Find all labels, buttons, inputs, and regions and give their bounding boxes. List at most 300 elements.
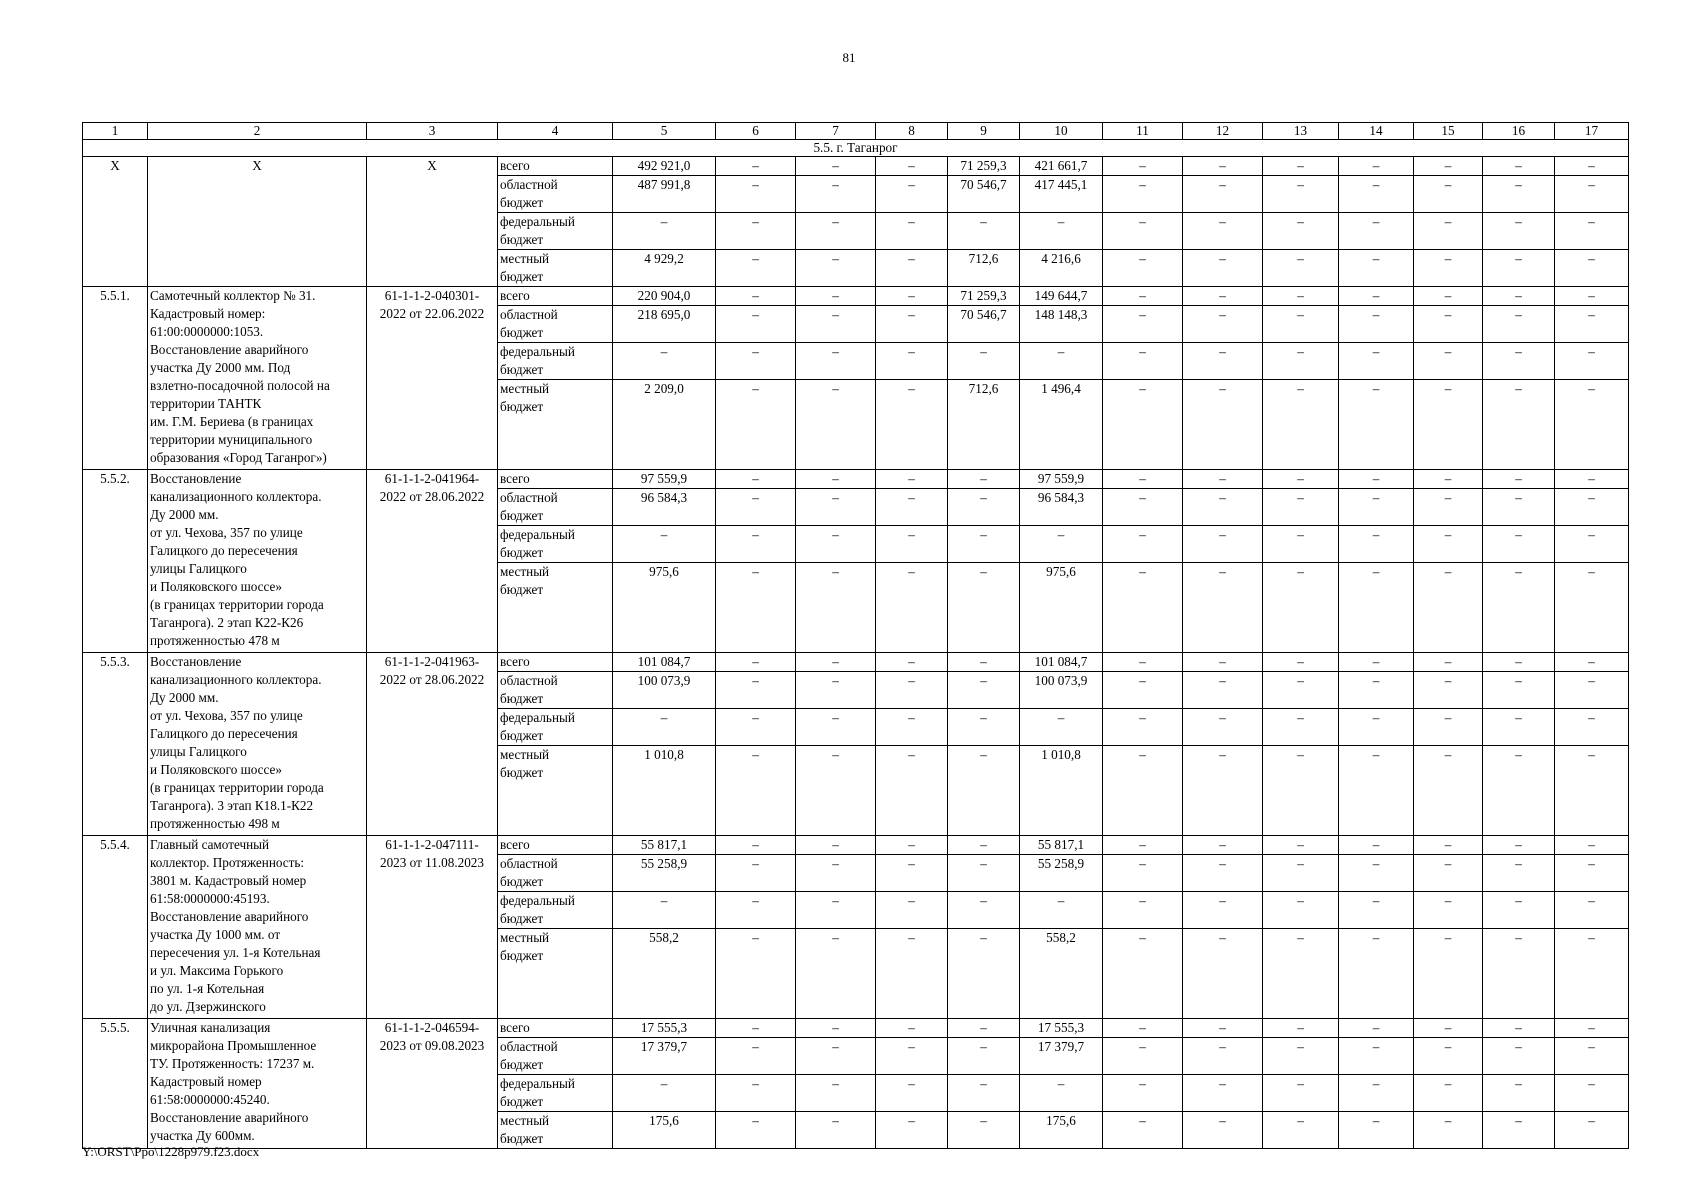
value-cell-col-9: 70 546,7: [948, 176, 1020, 213]
value-cell-col-12: –: [1183, 250, 1263, 287]
funding-source: [498, 746, 613, 836]
value-cell-col-17: –: [1555, 250, 1629, 287]
value-cell-col-9: –: [948, 746, 1020, 836]
value-cell-col-9: 712,6: [948, 250, 1020, 287]
funding-source: [498, 892, 613, 929]
value-cell-col-9: –: [948, 1112, 1020, 1149]
column-number: 14: [1339, 123, 1414, 140]
value-cell-col-10: –: [1020, 526, 1103, 563]
value-cell-col-6: –: [716, 343, 796, 380]
item-document-line: Х: [427, 158, 437, 173]
column-number: 12: [1183, 123, 1263, 140]
value-cell-col-5: 975,6: [613, 563, 716, 653]
value-cell-col-12: –: [1183, 709, 1263, 746]
value-cell-col-14: –: [1339, 157, 1414, 176]
value-cell-col-14: –: [1339, 343, 1414, 380]
value-cell-col-12: –: [1183, 1038, 1263, 1075]
value-cell-col-9: –: [948, 1075, 1020, 1112]
value-cell-col-6: –: [716, 929, 796, 1019]
funding-source-line: местный: [500, 251, 550, 266]
funding-source-line: федеральный: [500, 344, 575, 359]
value-cell-col-14: –: [1339, 709, 1414, 746]
value-cell-col-11: –: [1103, 306, 1183, 343]
value-cell-col-13: –: [1263, 746, 1339, 836]
item-name-line: (в границах территории города: [150, 597, 324, 612]
item-name-line: Таганрога). 3 этап К18.1-К22: [150, 798, 314, 813]
value-cell-col-17: –: [1555, 526, 1629, 563]
funding-source-line: бюджет: [500, 1131, 544, 1146]
value-cell-col-16: –: [1483, 746, 1555, 836]
value-cell-col-8: –: [876, 672, 948, 709]
funding-source: [498, 1038, 613, 1075]
value-cell-col-16: –: [1483, 892, 1555, 929]
value-cell-col-15: –: [1414, 929, 1483, 1019]
value-cell-col-8: –: [876, 380, 948, 470]
funding-source-line: областной: [500, 177, 558, 192]
value-cell-col-5: 218 695,0: [613, 306, 716, 343]
value-cell-col-6: –: [716, 836, 796, 855]
funding-source-line: бюджет: [500, 1094, 544, 1109]
value-cell-col-11: –: [1103, 746, 1183, 836]
value-cell-col-6: –: [716, 213, 796, 250]
value-cell-col-9: –: [948, 892, 1020, 929]
item-name-line: протяженностью 498 м: [150, 816, 280, 831]
value-cell-col-10: 55 258,9: [1020, 855, 1103, 892]
value-cell-col-6: –: [716, 380, 796, 470]
value-cell-col-7: –: [796, 746, 876, 836]
value-cell-col-14: –: [1339, 213, 1414, 250]
funding-source-line: всего: [500, 654, 530, 669]
value-cell-col-12: –: [1183, 380, 1263, 470]
value-cell-col-5: 558,2: [613, 929, 716, 1019]
value-cell-col-6: –: [716, 653, 796, 672]
value-cell-col-8: –: [876, 855, 948, 892]
value-cell-col-6: –: [716, 489, 796, 526]
value-cell-col-17: –: [1555, 470, 1629, 489]
item-name-line: Главный самотечный: [150, 837, 270, 852]
value-cell-col-5: –: [613, 213, 716, 250]
value-cell-col-14: –: [1339, 287, 1414, 306]
value-cell-col-13: –: [1263, 855, 1339, 892]
value-cell-col-8: –: [876, 489, 948, 526]
value-cell-col-17: –: [1555, 929, 1629, 1019]
funding-source-line: областной: [500, 673, 558, 688]
value-cell-col-16: –: [1483, 526, 1555, 563]
item-document-line: 2022 от 28.06.2022: [379, 672, 485, 687]
value-cell-col-5: –: [613, 1075, 716, 1112]
column-number: 16: [1483, 123, 1555, 140]
value-cell-col-10: 975,6: [1020, 563, 1103, 653]
funding-source-line: местный: [500, 1113, 550, 1128]
funding-source-line: всего: [500, 158, 530, 173]
value-cell-col-5: –: [613, 526, 716, 563]
value-cell-col-16: –: [1483, 470, 1555, 489]
value-cell-col-9: –: [948, 855, 1020, 892]
value-cell-col-17: –: [1555, 213, 1629, 250]
value-cell-col-7: –: [796, 1112, 876, 1149]
funding-source-line: федеральный: [500, 710, 575, 725]
value-cell-col-9: –: [948, 653, 1020, 672]
value-cell-col-10: 55 817,1: [1020, 836, 1103, 855]
value-cell-col-14: –: [1339, 1019, 1414, 1038]
value-cell-col-16: –: [1483, 836, 1555, 855]
value-cell-col-9: 70 546,7: [948, 306, 1020, 343]
item-number: Х: [83, 157, 148, 287]
value-cell-col-8: –: [876, 746, 948, 836]
value-cell-col-11: –: [1103, 892, 1183, 929]
value-cell-col-7: –: [796, 157, 876, 176]
item-name-line: Ду 2000 мм.: [150, 690, 219, 705]
value-cell-col-11: –: [1103, 489, 1183, 526]
value-cell-col-13: –: [1263, 653, 1339, 672]
value-cell-col-12: –: [1183, 836, 1263, 855]
item-document: [367, 470, 498, 653]
item-number: 5.5.1.: [83, 287, 148, 470]
value-cell-col-14: –: [1339, 176, 1414, 213]
value-cell-col-9: –: [948, 836, 1020, 855]
value-cell-col-8: –: [876, 213, 948, 250]
value-cell-col-14: –: [1339, 653, 1414, 672]
value-cell-col-10: 4 216,6: [1020, 250, 1103, 287]
budget-row: [83, 1019, 1629, 1038]
value-cell-col-14: –: [1339, 380, 1414, 470]
value-cell-col-8: –: [876, 1112, 948, 1149]
value-cell-col-9: –: [948, 470, 1020, 489]
item-document-line: 2022 от 22.06.2022: [379, 306, 485, 321]
funding-source-line: бюджет: [500, 1057, 544, 1072]
value-cell-col-13: –: [1263, 563, 1339, 653]
value-cell-col-13: –: [1263, 1075, 1339, 1112]
item-name-line: территории муниципального: [150, 432, 313, 447]
funding-source-line: бюджет: [500, 948, 544, 963]
item-document: [367, 287, 498, 470]
value-cell-col-10: 421 661,7: [1020, 157, 1103, 176]
funding-source-line: местный: [500, 564, 550, 579]
budget-row: [83, 287, 1629, 306]
value-cell-col-15: –: [1414, 836, 1483, 855]
value-cell-col-15: –: [1414, 250, 1483, 287]
section-title-row: [83, 140, 1629, 157]
value-cell-col-6: –: [716, 1019, 796, 1038]
item-name-line: 61:00:0000000:1053.: [150, 324, 264, 339]
funding-source: [498, 1112, 613, 1149]
value-cell-col-9: –: [948, 1019, 1020, 1038]
value-cell-col-5: 175,6: [613, 1112, 716, 1149]
value-cell-col-7: –: [796, 929, 876, 1019]
value-cell-col-6: –: [716, 1112, 796, 1149]
value-cell-col-7: –: [796, 1075, 876, 1112]
item-document-line: 2022 от 28.06.2022: [379, 489, 485, 504]
funding-source: [498, 1075, 613, 1112]
funding-source: [498, 709, 613, 746]
value-cell-col-5: –: [613, 709, 716, 746]
item-name-line: Восстановление: [150, 471, 242, 486]
value-cell-col-16: –: [1483, 563, 1555, 653]
value-cell-col-7: –: [796, 287, 876, 306]
column-number: 10: [1020, 123, 1103, 140]
value-cell-col-13: –: [1263, 526, 1339, 563]
funding-source: [498, 526, 613, 563]
value-cell-col-16: –: [1483, 653, 1555, 672]
funding-source: [498, 470, 613, 489]
value-cell-col-13: –: [1263, 892, 1339, 929]
column-number: 8: [876, 123, 948, 140]
value-cell-col-16: –: [1483, 213, 1555, 250]
funding-source-line: бюджет: [500, 399, 544, 414]
value-cell-col-6: –: [716, 250, 796, 287]
value-cell-col-7: –: [796, 526, 876, 563]
value-cell-col-12: –: [1183, 929, 1263, 1019]
item-name-line: и ул. Максима Горького: [150, 963, 284, 978]
funding-source: [498, 343, 613, 380]
value-cell-col-10: 101 084,7: [1020, 653, 1103, 672]
funding-source: [498, 250, 613, 287]
value-cell-col-15: –: [1414, 672, 1483, 709]
value-cell-col-7: –: [796, 1038, 876, 1075]
value-cell-col-5: 100 073,9: [613, 672, 716, 709]
value-cell-col-11: –: [1103, 250, 1183, 287]
value-cell-col-11: –: [1103, 1075, 1183, 1112]
value-cell-col-10: 175,6: [1020, 1112, 1103, 1149]
funding-source-line: местный: [500, 747, 550, 762]
item-number: 5.5.2.: [83, 470, 148, 653]
item-name-line: Восстановление: [150, 654, 242, 669]
value-cell-col-16: –: [1483, 672, 1555, 709]
funding-source-line: бюджет: [500, 582, 544, 597]
value-cell-col-12: –: [1183, 653, 1263, 672]
value-cell-col-16: –: [1483, 380, 1555, 470]
value-cell-col-11: –: [1103, 653, 1183, 672]
funding-source-line: бюджет: [500, 911, 544, 926]
item-name-line: участка Ду 2000 мм. Под: [150, 360, 291, 375]
column-number: 11: [1103, 123, 1183, 140]
value-cell-col-11: –: [1103, 287, 1183, 306]
item-name-line: участка Ду 1000 мм. от: [150, 927, 281, 942]
value-cell-col-16: –: [1483, 1019, 1555, 1038]
value-cell-col-15: –: [1414, 489, 1483, 526]
value-cell-col-13: –: [1263, 287, 1339, 306]
value-cell-col-17: –: [1555, 1075, 1629, 1112]
value-cell-col-7: –: [796, 213, 876, 250]
value-cell-col-15: –: [1414, 157, 1483, 176]
value-cell-col-12: –: [1183, 746, 1263, 836]
value-cell-col-14: –: [1339, 855, 1414, 892]
item-document-line: 61-1-1-2-046594-: [384, 1020, 480, 1035]
value-cell-col-13: –: [1263, 672, 1339, 709]
value-cell-col-13: –: [1263, 176, 1339, 213]
item-document-line: 61-1-1-2-047111-: [385, 837, 479, 852]
item-name-line: им. Г.М. Бериева (в границах: [150, 414, 314, 429]
item-name-line: Восстановление аварийного: [150, 1110, 309, 1125]
budget-row: [83, 653, 1629, 672]
value-cell-col-11: –: [1103, 563, 1183, 653]
value-cell-col-17: –: [1555, 176, 1629, 213]
item-name-line: по ул. 1-я Котельная: [150, 981, 265, 996]
value-cell-col-11: –: [1103, 176, 1183, 213]
value-cell-col-12: –: [1183, 157, 1263, 176]
column-number: 4: [498, 123, 613, 140]
item-name-line: участка Ду 600мм.: [150, 1128, 255, 1143]
value-cell-col-17: –: [1555, 672, 1629, 709]
item-name: [148, 157, 367, 287]
funding-source-line: всего: [500, 288, 530, 303]
value-cell-col-9: –: [948, 929, 1020, 1019]
value-cell-col-10: –: [1020, 709, 1103, 746]
value-cell-col-13: –: [1263, 929, 1339, 1019]
funding-source-line: бюджет: [500, 325, 544, 340]
funding-source: [498, 563, 613, 653]
value-cell-col-5: 101 084,7: [613, 653, 716, 672]
value-cell-col-11: –: [1103, 855, 1183, 892]
value-cell-col-7: –: [796, 176, 876, 213]
item-document: [367, 1019, 498, 1149]
value-cell-col-10: 17 555,3: [1020, 1019, 1103, 1038]
value-cell-col-9: 71 259,3: [948, 157, 1020, 176]
value-cell-col-15: –: [1414, 653, 1483, 672]
value-cell-col-7: –: [796, 709, 876, 746]
value-cell-col-7: –: [796, 653, 876, 672]
value-cell-col-12: –: [1183, 892, 1263, 929]
value-cell-col-12: –: [1183, 213, 1263, 250]
funding-source-line: областной: [500, 490, 558, 505]
value-cell-col-9: –: [948, 709, 1020, 746]
value-cell-col-10: 1 010,8: [1020, 746, 1103, 836]
item-name-line: улицы Галицкого: [150, 744, 247, 759]
value-cell-col-13: –: [1263, 306, 1339, 343]
footer-file-path: Y:\ORST\Ppo\1228p979.f23.docx: [82, 1144, 260, 1159]
value-cell-col-8: –: [876, 287, 948, 306]
value-cell-col-12: –: [1183, 287, 1263, 306]
value-cell-col-17: –: [1555, 836, 1629, 855]
funding-source-line: бюджет: [500, 765, 544, 780]
value-cell-col-14: –: [1339, 489, 1414, 526]
value-cell-col-13: –: [1263, 709, 1339, 746]
value-cell-col-8: –: [876, 176, 948, 213]
value-cell-col-11: –: [1103, 1019, 1183, 1038]
item-number: 5.5.3.: [83, 653, 148, 836]
value-cell-col-5: 55 258,9: [613, 855, 716, 892]
value-cell-col-17: –: [1555, 746, 1629, 836]
value-cell-col-13: –: [1263, 836, 1339, 855]
item-name-line: Таганрога). 2 этап К22-К26: [150, 615, 304, 630]
item-name-line: микрорайона Промышленное: [150, 1038, 317, 1053]
value-cell-col-14: –: [1339, 672, 1414, 709]
section-title: 5.5. г. Таганрог: [83, 140, 1629, 157]
value-cell-col-5: 96 584,3: [613, 489, 716, 526]
value-cell-col-15: –: [1414, 526, 1483, 563]
value-cell-col-14: –: [1339, 470, 1414, 489]
value-cell-col-6: –: [716, 892, 796, 929]
item-name: [148, 653, 367, 836]
value-cell-col-8: –: [876, 1038, 948, 1075]
value-cell-col-14: –: [1339, 1075, 1414, 1112]
value-cell-col-14: –: [1339, 250, 1414, 287]
value-cell-col-6: –: [716, 157, 796, 176]
value-cell-col-16: –: [1483, 176, 1555, 213]
funding-source-line: областной: [500, 307, 558, 322]
value-cell-col-12: –: [1183, 855, 1263, 892]
funding-source-line: бюджет: [500, 362, 544, 377]
value-cell-col-5: 1 010,8: [613, 746, 716, 836]
value-cell-col-12: –: [1183, 343, 1263, 380]
value-cell-col-17: –: [1555, 489, 1629, 526]
funding-source: [498, 287, 613, 306]
item-name-line: взлетно-посадочной полосой на: [150, 378, 330, 393]
value-cell-col-12: –: [1183, 563, 1263, 653]
item-name-line: Галицкого до пересечения: [150, 726, 298, 741]
funding-source-line: бюджет: [500, 545, 544, 560]
value-cell-col-11: –: [1103, 929, 1183, 1019]
value-cell-col-7: –: [796, 470, 876, 489]
value-cell-col-15: –: [1414, 1019, 1483, 1038]
value-cell-col-7: –: [796, 250, 876, 287]
value-cell-col-8: –: [876, 157, 948, 176]
funding-source-line: бюджет: [500, 269, 544, 284]
column-number: 7: [796, 123, 876, 140]
value-cell-col-5: 4 929,2: [613, 250, 716, 287]
item-name: [148, 1019, 367, 1149]
value-cell-col-10: –: [1020, 892, 1103, 929]
value-cell-col-8: –: [876, 709, 948, 746]
column-number: 9: [948, 123, 1020, 140]
value-cell-col-10: –: [1020, 343, 1103, 380]
funding-source: [498, 653, 613, 672]
value-cell-col-10: 100 073,9: [1020, 672, 1103, 709]
funding-source-line: всего: [500, 837, 530, 852]
funding-source-line: областной: [500, 856, 558, 871]
value-cell-col-16: –: [1483, 306, 1555, 343]
funding-source-line: всего: [500, 471, 530, 486]
value-cell-col-17: –: [1555, 343, 1629, 380]
value-cell-col-16: –: [1483, 855, 1555, 892]
budget-row: [83, 157, 1629, 176]
value-cell-col-6: –: [716, 709, 796, 746]
value-cell-col-6: –: [716, 1075, 796, 1112]
value-cell-col-7: –: [796, 380, 876, 470]
funding-source: [498, 1019, 613, 1038]
value-cell-col-10: 96 584,3: [1020, 489, 1103, 526]
value-cell-col-14: –: [1339, 836, 1414, 855]
value-cell-col-8: –: [876, 1075, 948, 1112]
value-cell-col-17: –: [1555, 653, 1629, 672]
value-cell-col-9: –: [948, 489, 1020, 526]
value-cell-col-8: –: [876, 526, 948, 563]
item-name-line: 61:58:0000000:45240.: [150, 1092, 270, 1107]
value-cell-col-6: –: [716, 672, 796, 709]
value-cell-col-9: –: [948, 1038, 1020, 1075]
value-cell-col-10: 17 379,7: [1020, 1038, 1103, 1075]
value-cell-col-7: –: [796, 836, 876, 855]
value-cell-col-14: –: [1339, 526, 1414, 563]
value-cell-col-12: –: [1183, 1075, 1263, 1112]
value-cell-col-9: –: [948, 672, 1020, 709]
funding-source: [498, 836, 613, 855]
value-cell-col-6: –: [716, 1038, 796, 1075]
funding-source-line: федеральный: [500, 527, 575, 542]
column-number: 1: [83, 123, 148, 140]
value-cell-col-5: 220 904,0: [613, 287, 716, 306]
budget-row: [83, 470, 1629, 489]
value-cell-col-7: –: [796, 489, 876, 526]
value-cell-col-11: –: [1103, 380, 1183, 470]
value-cell-col-17: –: [1555, 563, 1629, 653]
item-name-line: территории ТАНТК: [150, 396, 262, 411]
value-cell-col-6: –: [716, 470, 796, 489]
item-document-line: 2023 от 09.08.2023: [379, 1038, 485, 1053]
value-cell-col-7: –: [796, 672, 876, 709]
value-cell-col-15: –: [1414, 1038, 1483, 1075]
value-cell-col-15: –: [1414, 855, 1483, 892]
